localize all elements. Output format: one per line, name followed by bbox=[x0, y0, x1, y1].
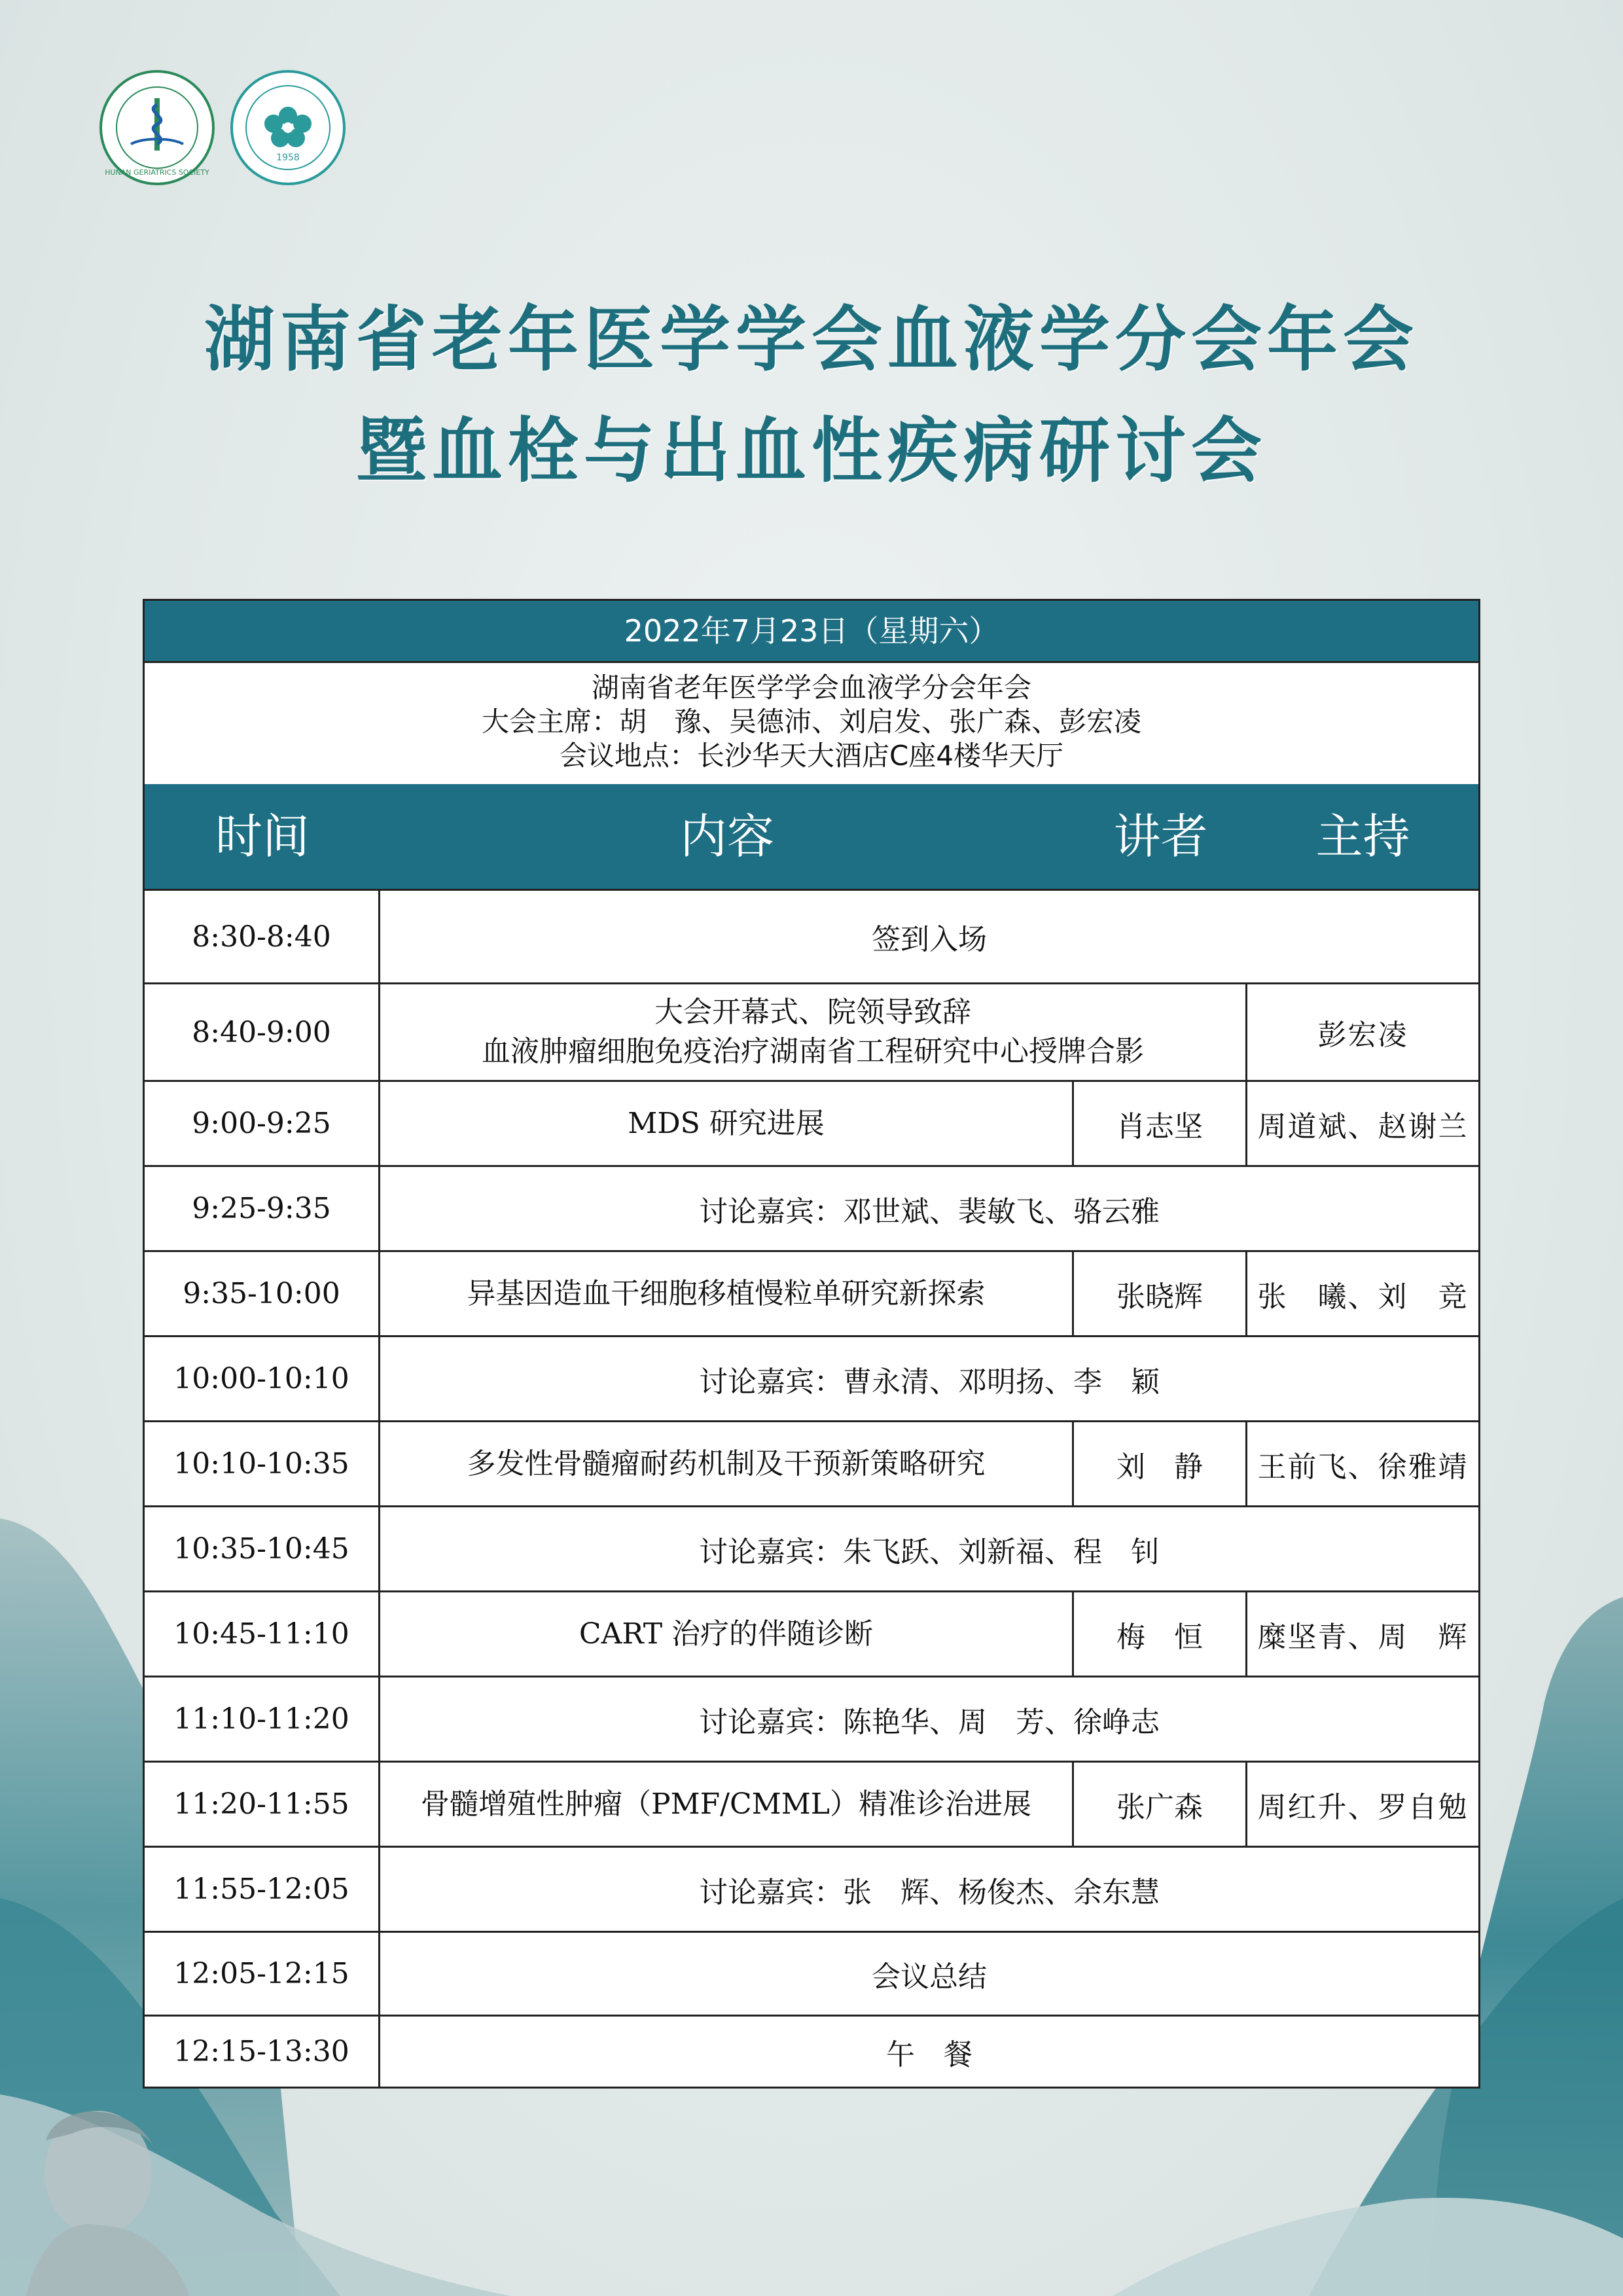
table-row bbox=[145, 982, 1478, 1080]
page-title-line-1: 湖南省老年医学学会血液学分会年会 bbox=[204, 299, 1419, 381]
row-content: 午 餐 bbox=[886, 2037, 972, 2072]
row-time: 12:05-12:15 bbox=[145, 1933, 380, 2015]
header-speaker: 讲者 bbox=[1113, 809, 1208, 864]
row-content: 讨论嘉宾：张 辉、杨俊杰、余东慧 bbox=[699, 1875, 1160, 1909]
row-content: 会议总结 bbox=[872, 1960, 987, 1994]
table-header bbox=[145, 784, 1478, 889]
row-speaker: 肖志坚 bbox=[1074, 1082, 1247, 1165]
table-row bbox=[145, 2015, 1478, 2087]
row-content bbox=[380, 984, 1247, 1080]
table-row bbox=[145, 1590, 1478, 1676]
row-content-line-2: 血液肿瘤细胞免疫治疗湖南省工程研究中心授牌合影 bbox=[482, 1035, 1144, 1068]
table-row bbox=[145, 1931, 1478, 2015]
row-time: 10:35-10:45 bbox=[145, 1507, 380, 1590]
row-speaker: 梅 恒 bbox=[1074, 1592, 1247, 1676]
row-host: 张 曦、刘 竞 bbox=[1257, 1280, 1469, 1314]
row-content: 讨论嘉宾：邓世斌、裴敏飞、骆云雅 bbox=[699, 1194, 1160, 1229]
session-title: 湖南省老年医学学会血液学分会年会 bbox=[591, 672, 1031, 704]
session-info bbox=[145, 663, 1478, 784]
row-time: 9:00-9:25 bbox=[145, 1082, 380, 1165]
row-time: 10:10-10:35 bbox=[145, 1422, 380, 1505]
row-content: 讨论嘉宾：朱飞跃、刘新福、程 钊 bbox=[699, 1535, 1160, 1569]
row-content: 讨论嘉宾：陈艳华、周 芳、徐峥志 bbox=[699, 1705, 1160, 1739]
table-row bbox=[145, 889, 1478, 982]
row-content: MDS 研究进展 bbox=[380, 1082, 1074, 1165]
table-row bbox=[145, 1250, 1478, 1335]
row-time: 10:00-10:10 bbox=[145, 1337, 380, 1420]
table-row bbox=[145, 1846, 1478, 1931]
row-content: 签到入场 bbox=[872, 923, 987, 956]
row-time: 11:55-12:05 bbox=[145, 1848, 380, 1931]
table-row bbox=[145, 1505, 1478, 1590]
schedule-table bbox=[143, 599, 1480, 2089]
hunan-geriatrics-society-logo bbox=[98, 69, 216, 187]
row-speaker: 刘 静 bbox=[1074, 1422, 1247, 1505]
row-speaker: 张晓辉 bbox=[1074, 1252, 1247, 1335]
row-time: 11:20-11:55 bbox=[145, 1763, 380, 1846]
row-time: 9:35-10:00 bbox=[145, 1252, 380, 1335]
row-content: 异基因造血干细胞移植慢粒单研究新探索 bbox=[380, 1252, 1074, 1335]
svg-text:HUNAN GERIATRICS SOCIETY: HUNAN GERIATRICS SOCIETY bbox=[105, 168, 209, 177]
row-host: 王前飞、徐雅靖 bbox=[1257, 1450, 1469, 1484]
row-host: 彭宏凌 bbox=[1317, 1018, 1408, 1052]
hospital-logo bbox=[229, 69, 347, 187]
row-host: 糜坚青、周 辉 bbox=[1257, 1620, 1469, 1654]
session-venue: 会议地点：长沙华天大酒店C座4楼华天厅 bbox=[559, 740, 1064, 772]
row-content: 骨髓增殖性肿瘤（PMF/CMML）精准诊治进展 bbox=[380, 1763, 1074, 1846]
header-content: 内容 bbox=[679, 809, 774, 864]
table-row bbox=[145, 1420, 1478, 1505]
row-time: 11:10-11:20 bbox=[145, 1677, 380, 1761]
row-host: 周道斌、赵谢兰 bbox=[1257, 1109, 1469, 1143]
row-content-line-1: 大会开幕式、院领导致辞 bbox=[654, 996, 971, 1029]
row-host: 周红升、罗自勉 bbox=[1257, 1790, 1469, 1824]
session-chairs: 大会主席：胡 豫、吴德沛、刘启发、张广森、彭宏凌 bbox=[481, 706, 1141, 738]
row-time: 9:25-9:35 bbox=[145, 1167, 380, 1250]
table-row bbox=[145, 1165, 1478, 1250]
table-row bbox=[145, 1761, 1478, 1846]
page-title-line-2: 暨血栓与出血性疾病研讨会 bbox=[355, 410, 1267, 492]
table-row bbox=[145, 1335, 1478, 1420]
row-time: 10:45-11:10 bbox=[145, 1592, 380, 1676]
header-time: 时间 bbox=[215, 809, 310, 864]
row-content: 多发性骨髓瘤耐药机制及干预新策略研究 bbox=[380, 1422, 1074, 1505]
row-time: 12:15-13:30 bbox=[145, 2017, 380, 2087]
row-speaker: 张广森 bbox=[1074, 1763, 1247, 1846]
header-logos bbox=[98, 69, 353, 193]
date-banner: 2022年7月23日（星期六） bbox=[145, 601, 1478, 663]
svg-text:1958: 1958 bbox=[276, 152, 300, 163]
header-host: 主持 bbox=[1315, 809, 1410, 864]
row-content: CART 治疗的伴随诊断 bbox=[380, 1592, 1074, 1676]
table-row bbox=[145, 1080, 1478, 1165]
row-content: 讨论嘉宾：曹永清、邓明扬、李 颖 bbox=[699, 1365, 1160, 1399]
row-time: 8:30-8:40 bbox=[145, 891, 380, 982]
row-time: 8:40-9:00 bbox=[145, 984, 380, 1080]
table-row bbox=[145, 1676, 1478, 1761]
